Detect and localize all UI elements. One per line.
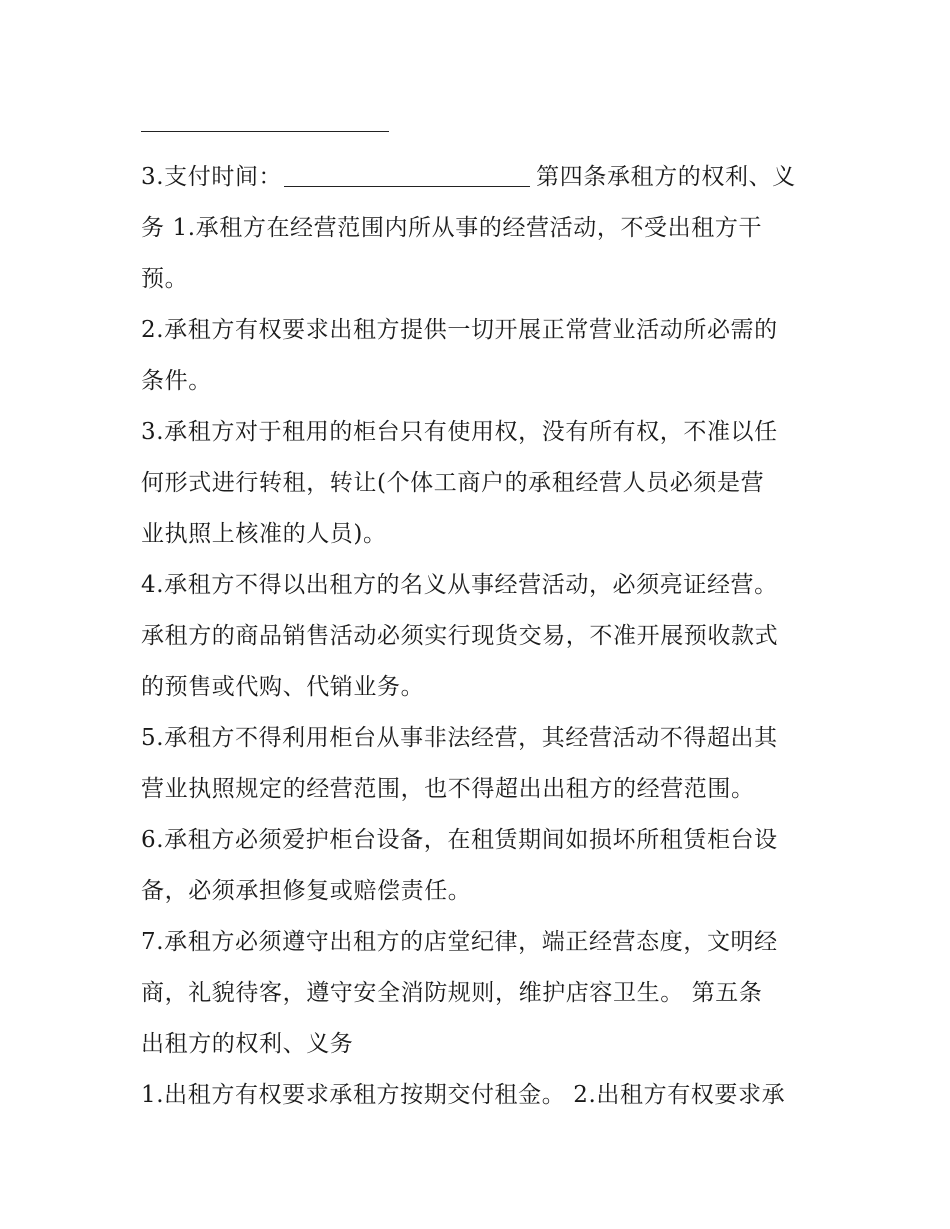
text-line: 5.承租方不得利用柜台从事非法经营，其经营活动不得超出其 <box>141 725 778 751</box>
payment-time-label: 3.支付时间： <box>141 164 283 190</box>
document-body <box>141 152 813 1121</box>
text-line: 务 1.承租方在经营范围内所从事的经营活动，不受出租方干 <box>141 215 763 241</box>
payment-time-line <box>141 152 813 203</box>
text-line: 何形式进行转租，转让(个体工商户的承租经营人员必须是营 <box>141 470 765 496</box>
text-line: 2.承租方有权要求出租方提供一切开展正常营业活动所必需的 <box>141 317 778 343</box>
article-four-heading: 第四条承租方的权利、义 <box>536 164 796 190</box>
top-blank-line <box>141 131 389 132</box>
text-line: 的预售或代购、代销业务。 <box>141 674 425 700</box>
text-line: 出租方的权利、义务 <box>141 1031 354 1057</box>
text-line: 6.承租方必须爱护柜台设备，在租赁期间如损坏所租赁柜台设 <box>141 827 778 853</box>
document-page <box>141 105 813 1108</box>
text-line: 7.承租方必须遵守出租方的店堂纪律，端正经营态度，文明经 <box>141 929 778 955</box>
text-line: 1.出租方有权要求承租方按期交付租金。 2.出租方有权要求承 <box>141 1082 786 1108</box>
text-line: 承租方的商品销售活动必须实行现货交易，不准开展预收款式 <box>141 623 779 649</box>
payment-time-blank <box>284 164 530 187</box>
text-line: 4.承租方不得以出租方的名义从事经营活动，必须亮证经营。 <box>141 572 778 598</box>
text-line: 3.承租方对于租用的柜台只有使用权，没有所有权，不准以任 <box>141 419 778 445</box>
text-line: 商，礼貌待客，遵守安全消防规则，维护店容卫生。 第五条 <box>141 980 763 1006</box>
text-line: 营业执照规定的经营范围，也不得超出出租方的经营范围。 <box>141 776 755 802</box>
text-line: 预。 <box>141 266 189 292</box>
text-line: 业执照上核准的人员)。 <box>141 521 387 547</box>
text-line: 条件。 <box>141 368 212 394</box>
text-line: 备，必须承担修复或赔偿责任。 <box>141 878 472 904</box>
